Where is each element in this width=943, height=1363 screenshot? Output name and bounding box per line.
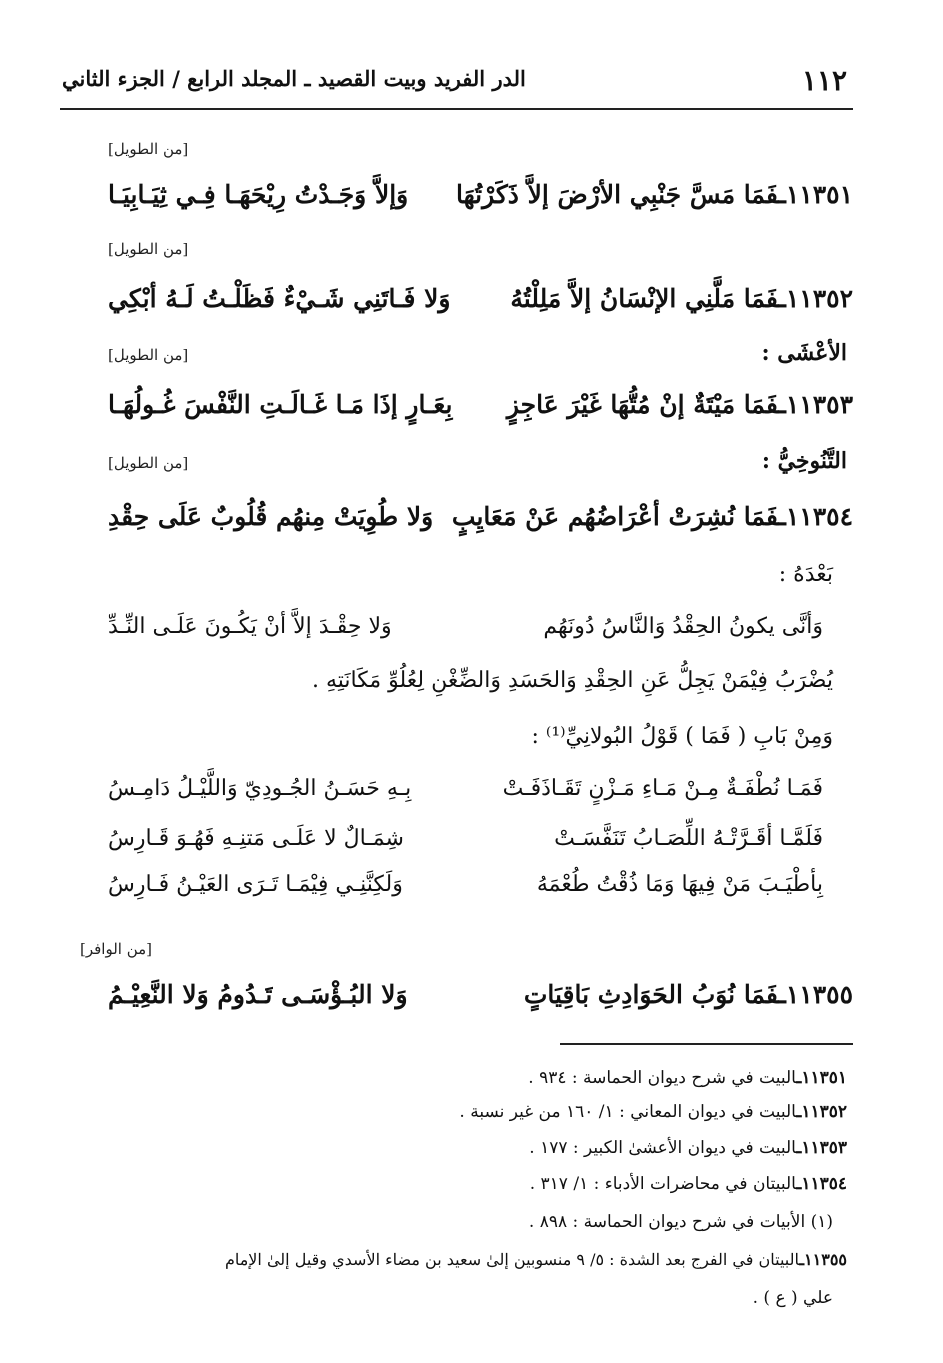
hemistich-text: فَمَا مَيْتَةٌ إنْ مُتُّهَا غَيْرَ عَاجِزٍ: [506, 390, 779, 419]
hemistich-text: فَمَا مَلَّنِي الإنْسَانُ إلاَّ مَلِلْتُهُ: [510, 284, 779, 313]
footnote: [459, 1102, 847, 1122]
footnote-number: ١١٣٥٥ـ: [799, 1250, 847, 1269]
footnote-text: البيتان في محاضرات الأدباء : ١/ ٣١٧ .: [529, 1174, 797, 1194]
footnote-number: ١١٣٥٢ـ: [796, 1102, 847, 1122]
poet-name: الأعْشَى :: [761, 340, 847, 366]
verse-11354: [108, 502, 853, 550]
verse-number: ١١٣٥١ـ: [778, 180, 853, 209]
footnote-text: البيت في ديوان الأعشىٰ الكبير : ١٧٧ .: [529, 1138, 797, 1158]
second-hemistich: وَلا فَـاتَنِي شَـيْءٌ فَظَلْـتُ لَـهُ أبْكِي: [108, 284, 451, 313]
first-hemistich: [510, 284, 853, 313]
first-hemistich: فَمَـا نُطْفَـةٌ مِـنْ مَـاءِ مَـزْنٍ تَقَـاذَفَـتْ: [502, 776, 823, 801]
poem-verse: [108, 776, 823, 816]
first-hemistich: [456, 180, 853, 209]
first-hemistich: [507, 390, 853, 419]
footnote: [225, 1250, 847, 1269]
footnote-number: ١١٣٥٣ـ: [796, 1138, 847, 1158]
meter-label: [من الطويل]: [108, 454, 189, 472]
meter-label: [من الطويل]: [108, 240, 189, 258]
footnote-number: (١): [810, 1212, 833, 1232]
footnote-continuation: علي ( ع ) .: [752, 1288, 833, 1308]
first-hemistich: [524, 980, 853, 1009]
footnote: [529, 1138, 847, 1158]
footnote-number: ١١٣٥٤ـ: [796, 1174, 847, 1194]
running-head: الدر الفريد وبيت القصيد ـ المجلد الرابع / الجزء الثاني: [62, 66, 526, 91]
verse-11352: [108, 284, 853, 332]
verse-number: ١١٣٥٤ـ: [778, 502, 853, 531]
hemistich-text: فَمَا نُوَبُ الحَوَادِثِ بَاقِيَاتٍ: [523, 980, 779, 1009]
verse-11351: [108, 180, 853, 228]
header-rule: [60, 108, 853, 110]
page-number: ١١٢: [801, 64, 847, 97]
verse-11355: [108, 980, 853, 1028]
first-hemistich: [452, 502, 853, 531]
second-hemistich: وَلا البُـؤْسَـى تَـدُومُ وَلا النَّعِيْـمُ: [108, 980, 408, 1009]
after-label: بَعْدَهُ :: [778, 562, 833, 587]
verse-number: ١١٣٥٢ـ: [778, 284, 853, 313]
intro-line: وَمِنْ بَابِ ( فَمَا ) قَوْلُ البُولانِيِّ⁽¹⁾ :: [531, 724, 833, 749]
second-hemistich: شِمَـالٌ لا عَلَـى مَتنِـهِ فَهُـوَ قَـارِسُ: [108, 826, 404, 851]
footnote-rule: [560, 1043, 853, 1045]
after-verse: [108, 614, 823, 654]
first-hemistich: بِأطْيَـبَ مَنْ فِيهَا وَمَا ذُقْتُ طُعْمَهُ: [536, 872, 823, 897]
footnote: [529, 1212, 833, 1232]
poem-verse: [108, 872, 823, 912]
second-hemistich: بِعَـارٍ إذَا مَـا غَـالَـتِ النَّفْسَ غُـولُهَـا: [108, 390, 453, 419]
verse-number: ١١٣٥٥ـ: [778, 980, 853, 1009]
second-hemistich: وَإلاَّ وَجَـدْتُ رِيْحَهَـا فِـي ثِيَـابِيَـا: [108, 180, 409, 209]
second-hemistich: بِـهِ حَسَـنُ الجُـودِيّ وَاللَّيْـلُ دَامِـسُ: [108, 776, 412, 801]
verse-number: ١١٣٥٣ـ: [778, 390, 853, 419]
first-hemistich: وَأنَّى يكونُ الحِقْدُ وَالنَّاسُ دُونَهُم: [543, 614, 823, 639]
first-hemistich: فَلَمَّـا أقَـرَّتْـهُ اللِّصَـابُ تَنَفَّسَـتْ: [554, 826, 823, 851]
footnote-text: البيت في ديوان المعاني : ١/ ١٦٠ من غير نسبة .: [459, 1102, 797, 1122]
footnote: [528, 1068, 847, 1088]
footnote-text: البيت في شرح ديوان الحماسة : ٩٣٤ .: [528, 1068, 797, 1088]
poem-verse: [108, 826, 823, 866]
hemistich-text: فَمَا مَسَّ جَنْبِي الأرْضَ إلاَّ ذَكَرْتُهَا: [456, 180, 779, 209]
footnote: [530, 1174, 847, 1194]
poet-name: التَّنُوخِيُّ :: [761, 448, 847, 474]
second-hemistich: وَلَكِنَّنِـي فِيْمَـا تَـرَى العَيْـنُ فَـارِسُ: [108, 872, 403, 897]
footnote-number: ١١٣٥١ـ: [796, 1068, 847, 1088]
meter-label: [من الوافر]: [80, 940, 153, 958]
footnote-text: البيتان في الفرج بعد الشدة : ٥/ ٩ منسوبين إلىٰ سعيد بن مضاء الأسدي وقيل إلىٰ الإمام: [224, 1250, 800, 1269]
second-hemistich: وَلا حِقْـدَ إلاَّ أنْ يَكُـونَ عَلَـى النِّـدِّ: [108, 614, 392, 639]
meter-label: [من الطويل]: [108, 140, 189, 158]
second-hemistich: وَلا طُوِيَتْ مِنهُم قُلُوبٌ عَلَى حِقْدِ: [108, 502, 434, 531]
hemistich-text: فَمَا نُشِرَتْ أعْرَاضُهُم عَنْ مَعَايِبٍ: [451, 502, 779, 531]
verse-11353: [108, 390, 853, 438]
proverb-note: يُضْرَبُ فِيْمَنْ يَجِلُّ عَنِ الحِقْدِ وَالحَسَدِ وَالضِّغْنِ لِعُلُوِّ مَكَانَتِهِ .: [311, 668, 833, 693]
footnote-text: الأبيات في شرح ديوان الحماسة : ٨٩٨ .: [528, 1212, 806, 1232]
meter-label: [من الطويل]: [108, 346, 189, 364]
